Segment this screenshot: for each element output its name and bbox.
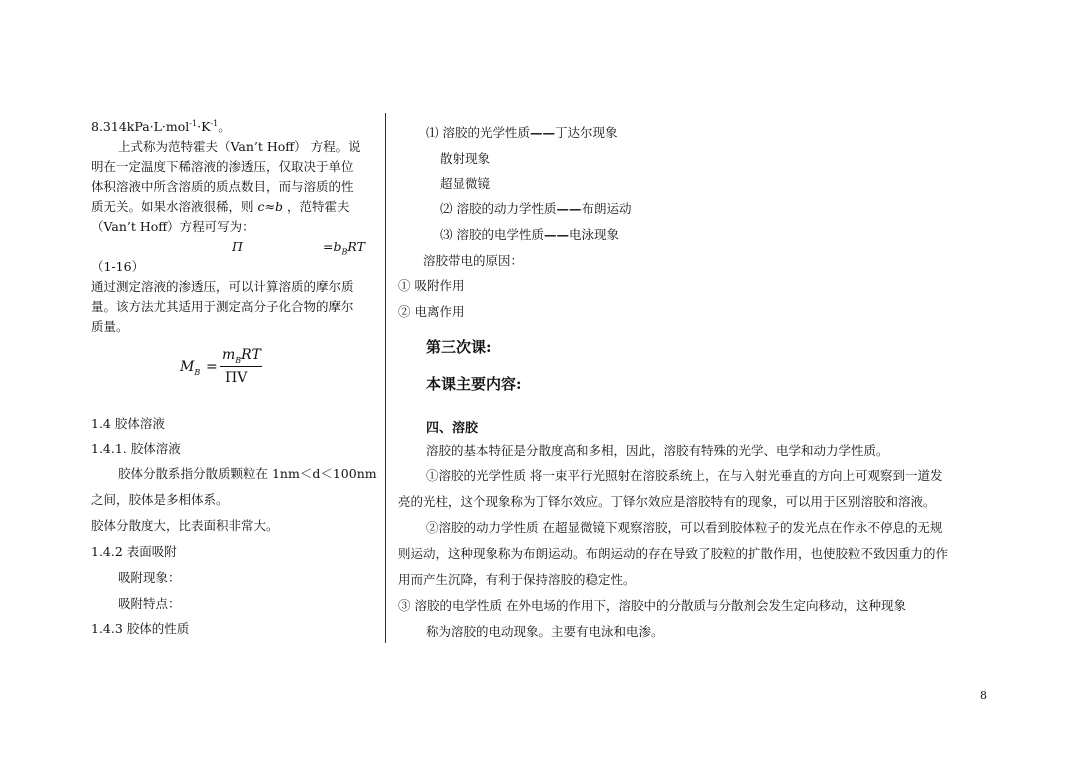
paragraph-line: 胶体分散系指分散质颗粒在 1nm＜d＜100nm: [118, 466, 377, 481]
paragraph-line: ②溶胶的动力学性质 在超显微镜下观察溶胶，可以看到胶体粒子的发光点在作永不停息的无规: [426, 520, 943, 535]
gas-constant-line: $8.314kPa\cdot L\cdot mol^{-1}\cdot K^{-1}$。: [91, 118, 231, 134]
paragraph-line: 体积溶液中所含溶质的质点数目，而与溶质的性: [91, 179, 354, 194]
column-divider: [385, 113, 386, 643]
list-item: ② 电离作用: [398, 304, 465, 319]
equation-rhs: $=b_BRT$: [323, 239, 365, 257]
section-heading: 1.4.3 胶体的性质: [91, 621, 190, 636]
equation-pi: Π: [232, 239, 243, 254]
paragraph-line: ③ 溶胶的电学性质 在外电场的作用下，溶胶中的分散质与分散剂会发生定向移动，这种现象: [398, 598, 906, 613]
section-heading: 1.4 胶体溶液: [91, 416, 165, 431]
paragraph-line: 溶胶的基本特征是分散度高和多相，因此，溶胶有特殊的光学、电学和动力学性质。: [426, 443, 889, 458]
list-item: ⑵ 溶胶的动力学性质——布朗运动: [440, 201, 632, 216]
paragraph-line: 亮的光柱，这个现象称为丁铎尔效应。丁铎尔效应是溶胶特有的现象，可以用于区别溶胶和溶液。: [398, 494, 936, 509]
paragraph-line: （Van’t Hoff）方程可写为：: [91, 219, 255, 234]
paragraph-line: 之间，胶体是多相体系。: [91, 492, 229, 507]
section-heading: 四、溶胶: [426, 421, 479, 436]
page-number: 8: [980, 689, 987, 702]
paragraph-line: 明在一定温度下稀溶液的渗透压，仅取决于单位: [91, 159, 354, 174]
equation-number: （1-16）: [91, 259, 145, 274]
list-item: 溶胶带电的原因：: [423, 253, 524, 268]
list-item: ⑶ 溶胶的电学性质——电泳现象: [440, 227, 619, 242]
section-heading: 1.4.1. 胶体溶液: [91, 441, 181, 456]
section-heading: 1.4.2 表面吸附: [91, 544, 177, 559]
list-item: ⑴ 溶胶的光学性质——丁达尔现象: [426, 125, 618, 140]
paragraph-line: 则运动，这种现象称为布朗运动。布朗运动的存在导致了胶粒的扩散作用，也使胶粒不致因重力的作: [398, 546, 949, 561]
list-item: 散射现象: [440, 151, 491, 166]
paragraph-line: 上式称为范特霍夫（Van’t Hoff） 方程。说: [118, 139, 361, 154]
list-item: ① 吸附作用: [398, 278, 465, 293]
paragraph-line: 质量。: [91, 319, 129, 334]
paragraph-line: ①溶胶的光学性质 将一束平行光照射在溶胶系统上，在与入射光垂直的方向上可观察到一道发: [426, 468, 943, 483]
paragraph-line: 通过测定溶液的渗透压，可以计算溶质的摩尔质: [91, 279, 354, 294]
lesson-heading: 第三次课:: [426, 338, 492, 356]
lesson-content-heading: 本课主要内容:: [426, 375, 522, 393]
list-item: 超显微镜: [440, 176, 491, 191]
paragraph-line: 称为溶胶的电动现象。主要有电泳和电渗。: [426, 624, 664, 639]
paragraph-line: 量。该方法尤其适用于测定高分子化合物的摩尔: [91, 299, 354, 314]
list-item: 吸附特点：: [118, 596, 181, 611]
paragraph-line: 胶体分散度大，比表面积非常大。: [91, 518, 279, 533]
paragraph-line: 质无关。如果水溶液很稀，则 c≈b ，范特霍夫: [91, 199, 350, 214]
paragraph-line: 用而产生沉降，有利于保持溶胶的稳定性。: [398, 572, 636, 587]
list-item: 吸附现象：: [118, 570, 181, 585]
